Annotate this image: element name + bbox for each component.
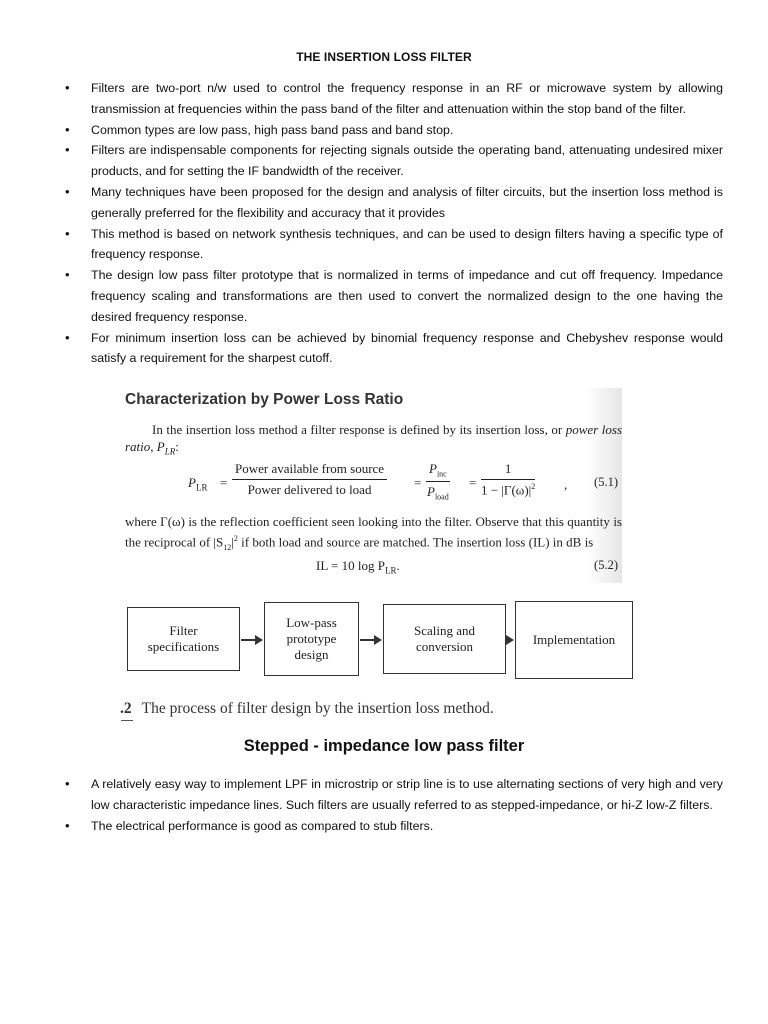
equation-number: (5.1) xyxy=(594,475,618,489)
bullet-item: • This method is based on network synthesis techniques, and can be used to design filters having a specific type of frequency response. xyxy=(91,224,723,266)
figure-caption xyxy=(120,700,494,718)
block-implementation xyxy=(515,601,633,679)
flow-arrow xyxy=(507,639,512,641)
bullet-item: • The electrical performance is good as compared to stub filters. xyxy=(91,816,723,837)
eq-subscript: LR xyxy=(384,565,397,576)
equation-number: (5.2) xyxy=(594,558,618,572)
eq-symbol: P xyxy=(188,475,196,490)
fraction-denominator xyxy=(426,482,450,502)
block-label: Filter specifications xyxy=(147,623,220,654)
equation-lhs xyxy=(188,475,207,493)
eq-subscript: inc xyxy=(436,469,447,479)
block-scaling-conversion xyxy=(383,604,506,674)
eq-subscript: load xyxy=(434,492,449,502)
excerpt-text: : xyxy=(175,439,179,454)
excerpt-subscript: LR xyxy=(164,446,176,457)
caption-underline xyxy=(121,720,133,721)
stepped-impedance-bullet-list xyxy=(91,774,723,836)
eq-subscript: LR xyxy=(195,482,208,493)
fraction-power-ratio xyxy=(232,461,387,498)
block-label: Low-pass prototype design xyxy=(286,615,337,662)
flow-arrow xyxy=(241,639,261,641)
textbook-excerpt-image xyxy=(116,388,622,583)
excerpt-paragraph-2: where Γ(ω) is the reflection coefficient seen looking into the filter. Observe that this quantity is the reciprocal of $|S_{12}|^2$ if both load and source are matched. The insertion loss (IL) in dB is xyxy=(125,514,622,552)
filter-design-flow-diagram xyxy=(124,600,638,680)
eq-text: 1 − |Γ(ω)| xyxy=(481,482,532,498)
flow-arrow xyxy=(360,639,380,641)
excerpt-heading: Characterization by Power Loss Ratio xyxy=(125,391,404,408)
bullet-item: • A relatively easy way to implement LPF in microstrip or strip line is to use alternating sections of very high and very low characteristic impedance lines. Such filters are usually referred to as stepped-impedance, or hi-Z low-Z filters. xyxy=(91,774,723,816)
excerpt-text: if both load and source are matched. The insertion loss (IL) in dB is xyxy=(237,534,594,550)
equals-sign: = xyxy=(220,475,228,490)
equation-5-1 xyxy=(188,461,622,505)
excerpt-italic-text: power loss ratio, P xyxy=(125,422,623,454)
bullet-item: • Common types are low pass, high pass band pass and band stop. xyxy=(91,120,723,141)
excerpt-paragraph-1 xyxy=(125,421,622,461)
block-low-pass-prototype xyxy=(264,602,359,676)
equation-comma: , xyxy=(564,477,568,492)
block-label: Implementation xyxy=(532,632,616,647)
bullet-item: • Filters are indispensable components for rejecting signals outside the operating band, attenuating undesired mixer products, and for setting the IF bandwidth of the receiver. xyxy=(91,140,723,182)
bullet-item: • For minimum insertion loss can be achieved by binomial frequency response and Chebyshev response would satisfy a requirement for the sharpest cutoff. xyxy=(91,328,723,370)
figure-number: .2 xyxy=(120,700,132,717)
page-title: THE INSERTION LOSS FILTER xyxy=(296,50,472,64)
eq-symbol: P xyxy=(429,461,437,476)
block-filter-specifications xyxy=(127,607,240,671)
equals-sign: = xyxy=(414,475,422,490)
excerpt-subscript: 12 xyxy=(223,542,232,552)
bullet-item: • Filters are two-port n/w used to control the frequency response in an RF or microwave system by allowing transmission at frequencies within the pass band of the filter and attenuation within the stop band of the filter. xyxy=(91,78,723,120)
fraction-gamma xyxy=(481,461,535,498)
eq-superscript: 2 xyxy=(531,482,536,491)
bullet-item: • Many techniques have been proposed for the design and analysis of filter circuits, but the insertion loss method is generally preferred for the flexibility and accuracy that it provides xyxy=(91,182,723,224)
eq-symbol: P xyxy=(427,483,435,499)
fraction-numerator: Power available from source xyxy=(232,461,387,480)
fraction-p-ratio xyxy=(426,461,450,501)
eq-text: IL = 10 log P xyxy=(316,558,385,573)
fraction-denominator xyxy=(481,480,535,498)
equation-5-2: IL = 10 $\log P_{LR}$. xyxy=(316,558,400,576)
fraction-numerator xyxy=(426,461,450,482)
block-label: Scaling and conversion xyxy=(413,623,475,654)
caption-text: The process of filter design by the insertion loss method. xyxy=(141,700,494,717)
excerpt-text: where Γ(ω) is the reflection coefficient seen looking into the filter. Observe that this quantity is the reciprocal of |S xyxy=(125,514,622,550)
fraction-numerator: 1 xyxy=(481,461,535,480)
excerpt-superscript: 2 xyxy=(233,534,238,543)
bullet-item: • The design low pass filter prototype that is normalized in terms of impedance and cut off frequency. Impedance frequency scaling and transformations are then used to convert the normalized design to the one having the desired frequency response. xyxy=(91,265,723,327)
excerpt-text: In the insertion loss method a filter response is defined by its insertion loss, or xyxy=(152,422,566,437)
fraction-denominator: Power delivered to load xyxy=(247,482,372,497)
section-title: Stepped - impedance low pass filter xyxy=(243,737,525,755)
intro-bullet-list xyxy=(91,78,723,369)
equals-sign: = xyxy=(469,475,477,490)
